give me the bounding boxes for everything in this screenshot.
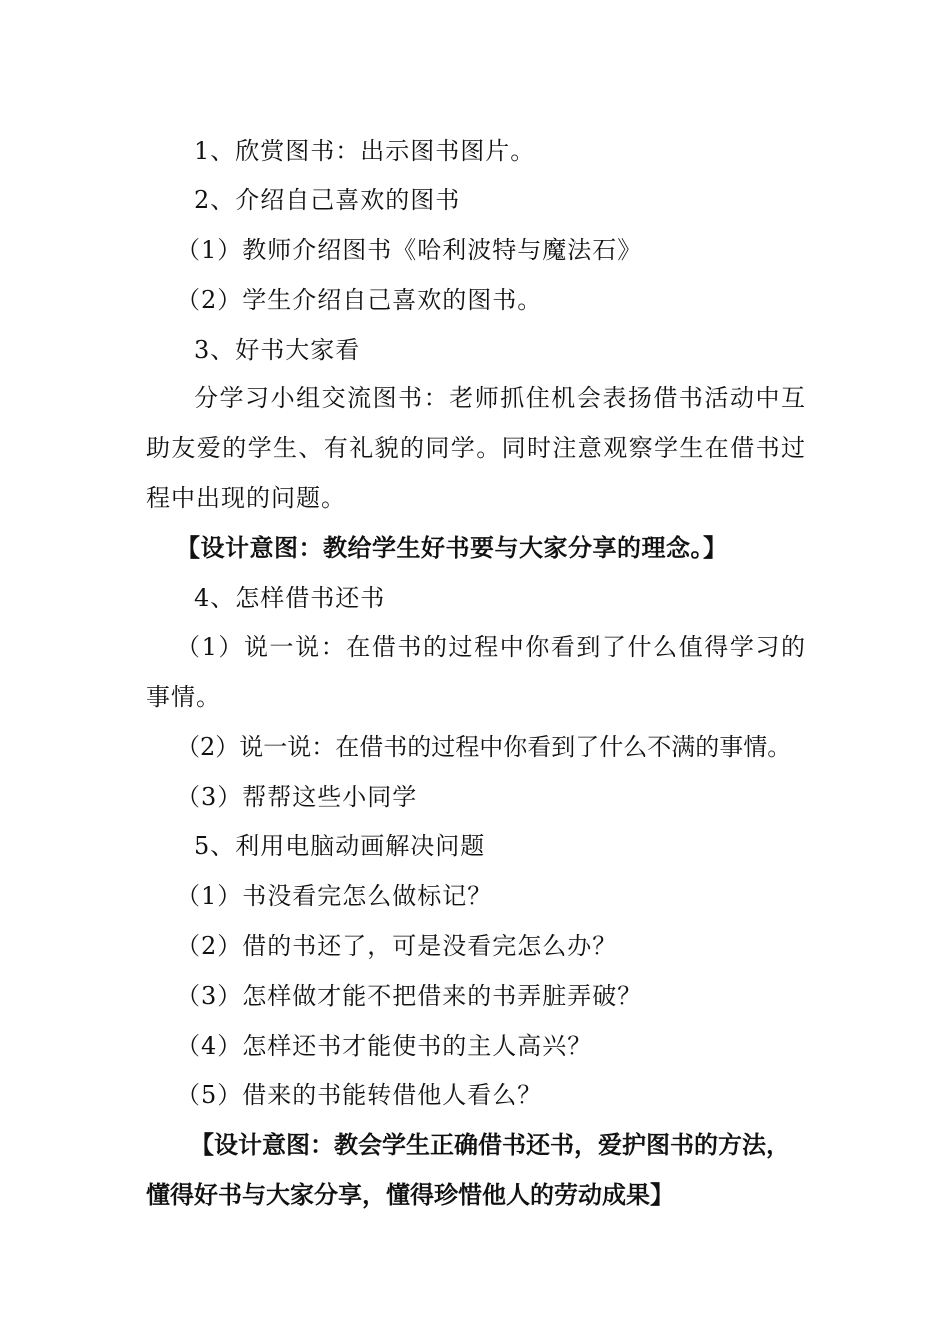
step-2-item-1: （1）教师介绍图书《哈利波特与魔法石》 <box>176 236 643 264</box>
paragraph-line-1: 分学习小组交流图书：老师抓住机会表扬借书活动中互 <box>194 384 806 412</box>
step-4-item-1-cont: 事情。 <box>146 683 221 711</box>
step-4-item-3: （3）帮帮这些小同学 <box>176 783 418 811</box>
step-4: 4、怎样借书还书 <box>194 584 386 612</box>
paragraph-line-3: 程中出现的问题。 <box>146 484 346 512</box>
step-2: 2、介绍自己喜欢的图书 <box>194 186 461 214</box>
paragraph-line-2: 助友爱的学生、有礼貌的同学。同时注意观察学生在借书过 <box>146 434 806 462</box>
step-3: 3、好书大家看 <box>194 336 361 364</box>
step-4-item-1: （1）说一说：在借书的过程中你看到了什么值得学习的 <box>176 633 806 661</box>
step-5: 5、利用电脑动画解决问题 <box>194 832 486 860</box>
step-4-item-2: （2）说一说：在借书的过程中你看到了什么不满的事情。 <box>176 733 792 761</box>
step-2-item-2: （2）学生介绍自己喜欢的图书。 <box>176 286 543 314</box>
step-5-item-4: （4）怎样还书才能使书的主人高兴？ <box>176 1032 593 1060</box>
design-intent-2-line-2: 懂得好书与大家分享，懂得珍惜他人的劳动成果】 <box>146 1181 674 1209</box>
step-5-item-1: （1）书没看完怎么做标记？ <box>176 882 493 910</box>
step-5-item-5: （5）借来的书能转借他人看么？ <box>176 1081 543 1109</box>
step-1: 1、欣赏图书：出示图书图片。 <box>194 137 536 165</box>
design-intent-1: 【设计意图：教给学生好书要与大家分享的理念。】 <box>176 534 728 562</box>
design-intent-2-line-1: 【设计意图：教会学生正确借书还书，爱护图书的方法， <box>190 1131 790 1159</box>
step-5-item-3: （3）怎样做才能不把借来的书弄脏弄破？ <box>176 982 643 1010</box>
step-5-item-2: （2）借的书还了，可是没看完怎么办？ <box>176 932 618 960</box>
